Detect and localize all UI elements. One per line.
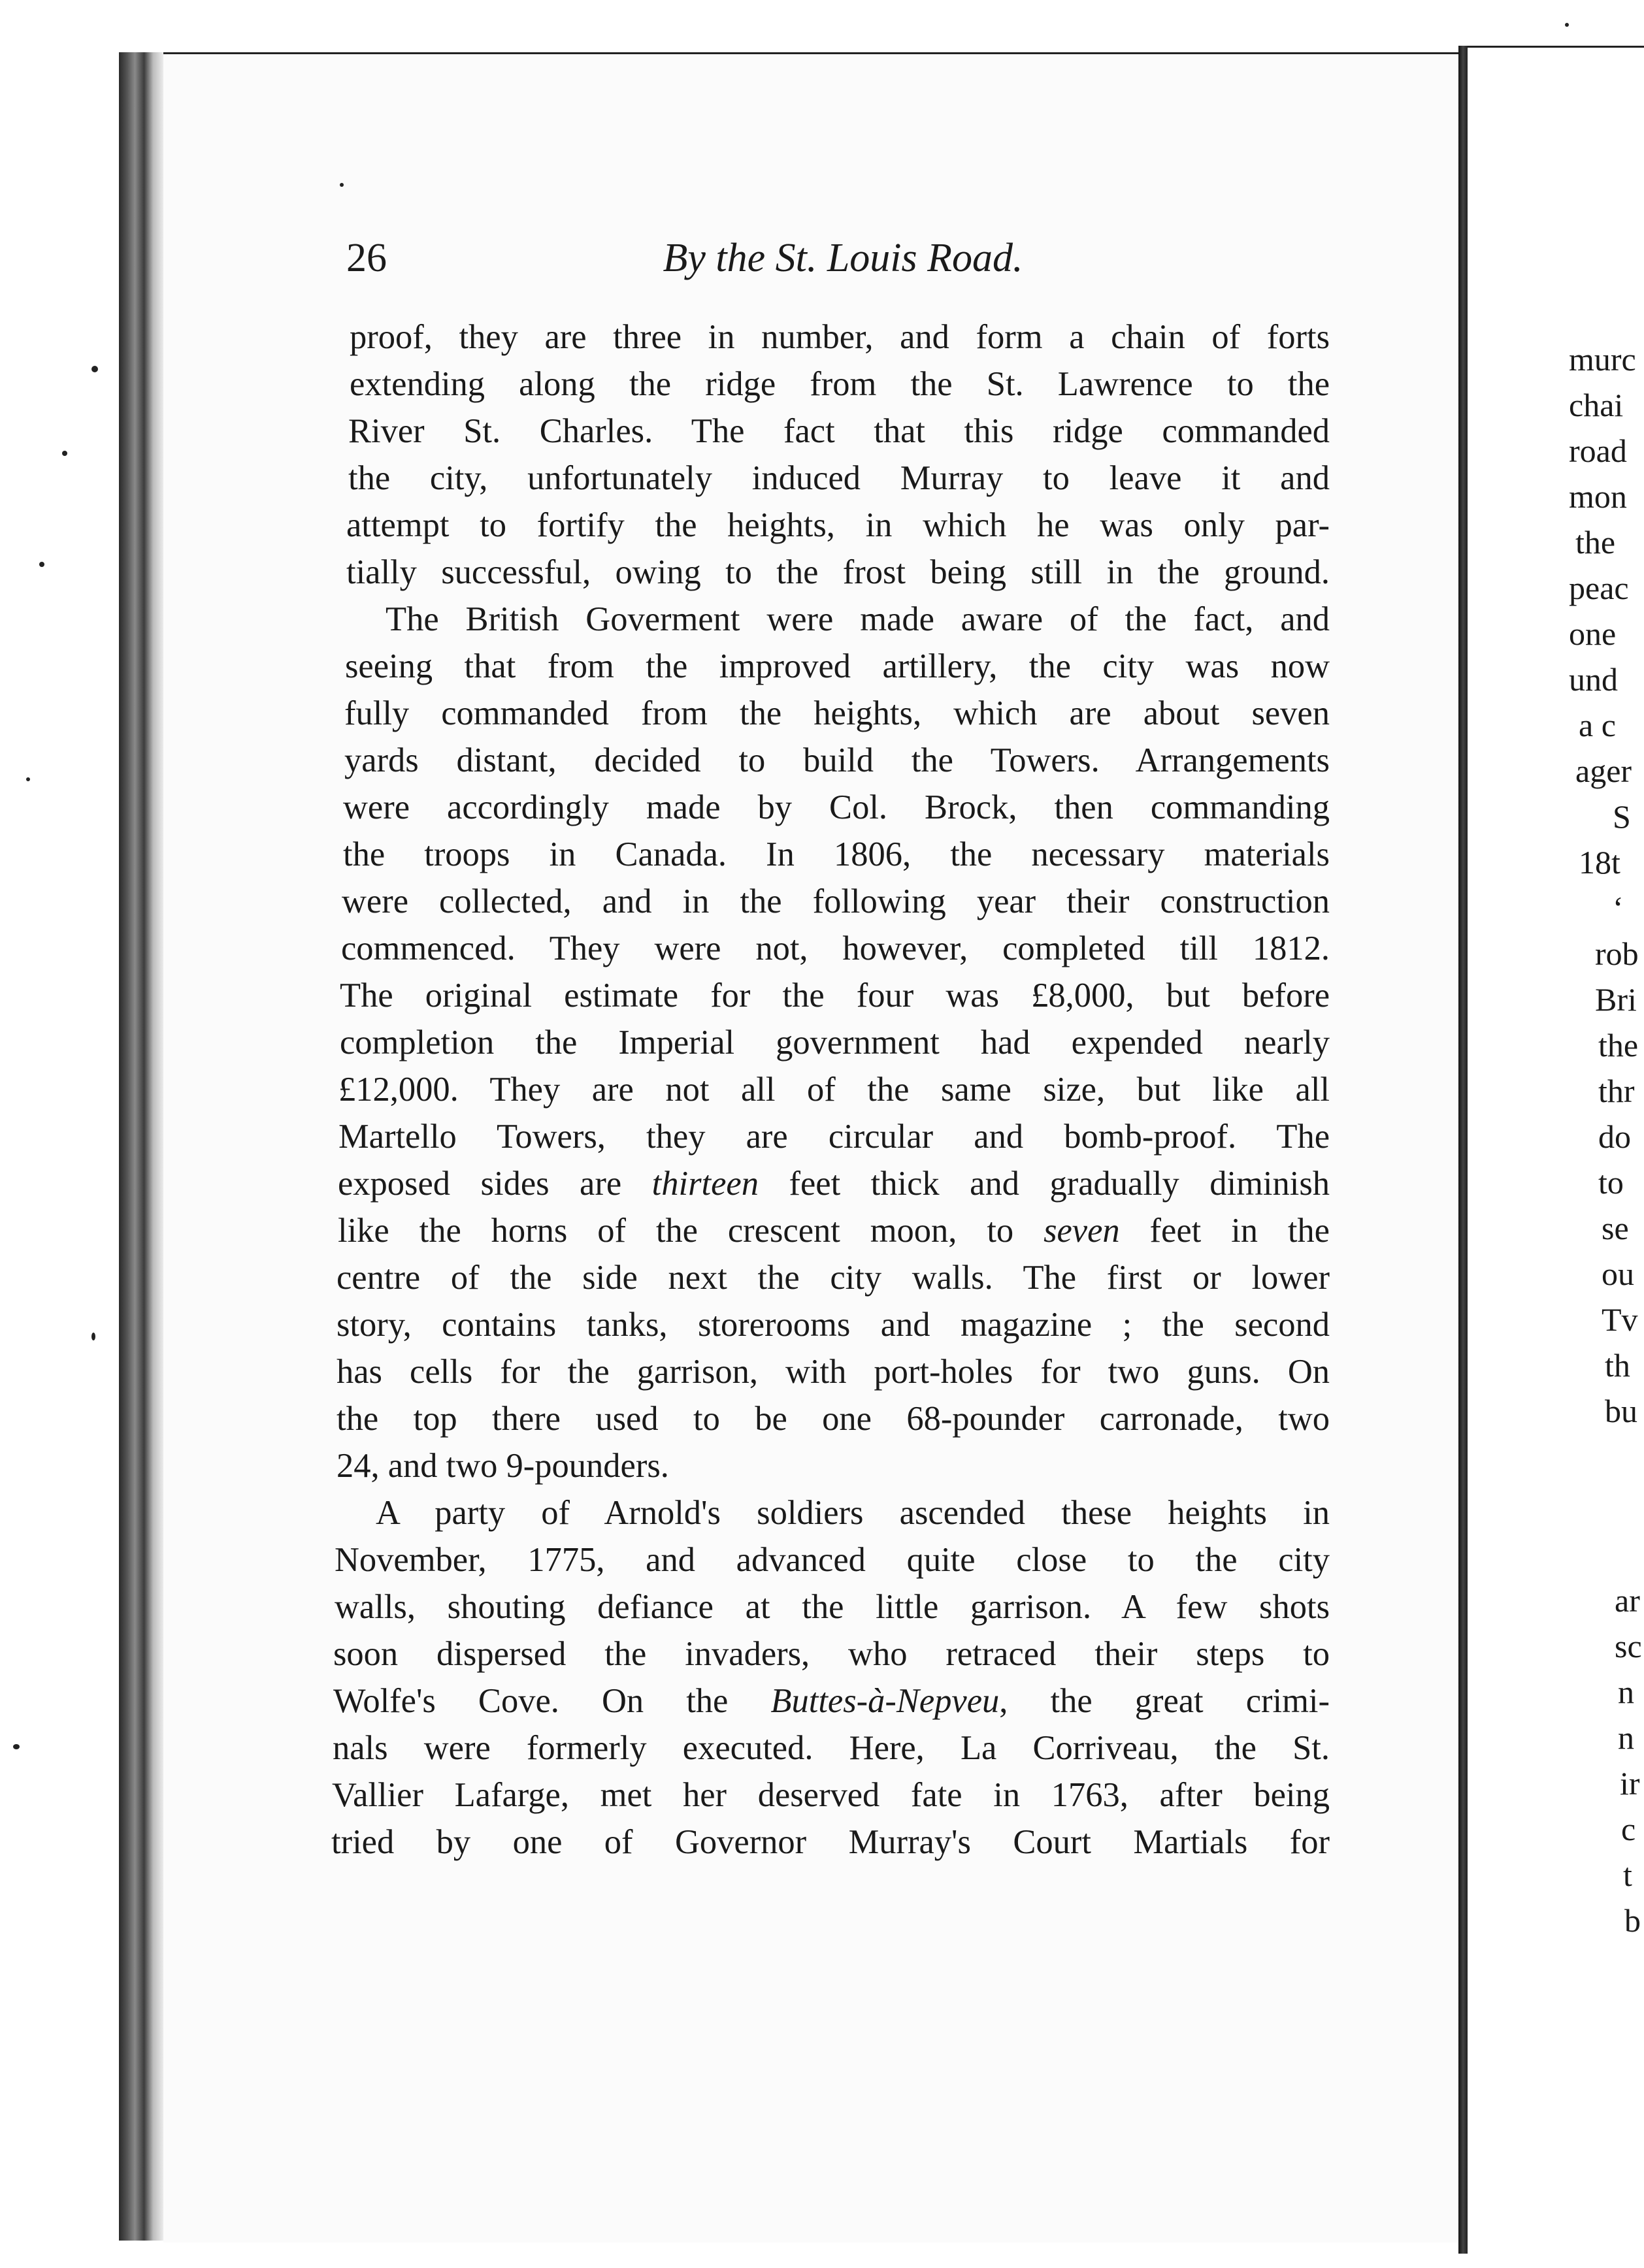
page-number: 26: [346, 236, 387, 280]
text-line: the city, unfortunately induced Murray to leave it and: [348, 459, 1330, 497]
text-line: [333, 1677, 1330, 1725]
running-header: [346, 232, 1340, 284]
text-line: tried by one of Governor Murray's Court Martials for: [331, 1823, 1330, 1861]
text-run: feet in the: [1119, 1212, 1330, 1250]
book-spine: [119, 52, 165, 2241]
facing-fragment: sc: [1615, 1628, 1642, 1664]
facing-fragment: do: [1598, 1118, 1631, 1155]
emphasis: seven: [1044, 1212, 1120, 1250]
facing-fragment: peac: [1569, 570, 1629, 606]
text-line: completion the Imperial government had expended nearly: [340, 1024, 1330, 1061]
facing-fragment: n: [1618, 1719, 1634, 1756]
text-line: commenced. They were not, however, completed till 1812.: [341, 930, 1330, 967]
text-line: nals were formerly executed. Here, La Corriveau, the St.: [333, 1729, 1330, 1767]
text-line: [338, 1160, 1330, 1207]
scan-speck: [13, 1744, 20, 1749]
text-line: 24, and two 9-pounders.: [337, 1447, 669, 1485]
facing-fragment: und: [1569, 661, 1618, 698]
text-run: exposed sides are: [338, 1165, 652, 1203]
facing-fragment: S: [1613, 798, 1631, 835]
facing-fragment: chai: [1569, 387, 1624, 423]
body-text: [331, 314, 1330, 1866]
text-line: The British Goverment were made aware of the fact, and: [386, 600, 1330, 638]
text-line: the top there used to be one 68-pounder carronade, two: [337, 1400, 1330, 1438]
text-line: extending along the ridge from the St. Lawrence to the: [350, 365, 1330, 403]
text-line: proof, they are three in number, and form a chain of forts: [350, 318, 1330, 356]
text-line: The original estimate for the four was £8,000, but before: [340, 977, 1330, 1014]
facing-fragment: the: [1598, 1027, 1639, 1063]
text-run: feet thick and gradually diminish: [758, 1165, 1330, 1203]
facing-fragment: one: [1569, 615, 1617, 652]
paragraph: [337, 596, 1330, 1489]
facing-fragment: b: [1624, 1902, 1641, 1939]
text-line: centre of the side next the city walls. The first or lower: [337, 1259, 1330, 1297]
text-run: Wolfe's Cove. On the: [333, 1682, 771, 1720]
paragraph: [337, 314, 1330, 596]
facing-fragment: n: [1618, 1674, 1634, 1710]
facing-fragment: Tv: [1602, 1301, 1638, 1338]
facing-fragment: 18t: [1579, 844, 1620, 881]
text-line: A party of Arnold's soldiers ascended these heights in: [376, 1494, 1330, 1532]
text-line: were accordingly made by Col. Brock, then commanding: [343, 788, 1330, 826]
scan-speck: [91, 1333, 95, 1340]
page-gutter: [1458, 46, 1468, 2254]
facing-fragment: the: [1575, 524, 1616, 560]
text-line: Vallier Lafarge, met her deserved fate in 1763, after being: [332, 1776, 1330, 1814]
text-line: story, contains tanks, storerooms and magazine ; the second: [337, 1306, 1330, 1344]
facing-fragment: ager: [1575, 753, 1632, 789]
text-line: Martello Towers, they are circular and bomb-proof. The: [338, 1118, 1330, 1156]
scan-speck: [91, 366, 98, 372]
facing-fragment: Bri: [1595, 981, 1637, 1018]
scan-speck: [39, 562, 44, 567]
text-line: walls, shouting defiance at the little garrison. A few shots: [335, 1588, 1330, 1626]
scan-margin: [0, 0, 121, 2268]
text-line: seeing that from the improved artillery, the city was now: [345, 647, 1330, 685]
running-title: By the St. Louis Road.: [663, 236, 1023, 280]
text-line: attempt to fortify the heights, in which he was only par-: [346, 506, 1330, 544]
facing-page: [1468, 46, 1644, 2256]
facing-fragment: rob: [1595, 935, 1639, 972]
scan-speck: [26, 777, 30, 781]
facing-fragment: murc: [1569, 341, 1636, 378]
facing-fragment: thr: [1598, 1073, 1635, 1109]
text-line: fully commanded from the heights, which are about seven: [344, 694, 1330, 732]
facing-fragment: road: [1569, 432, 1627, 469]
facing-fragment: mon: [1569, 478, 1627, 515]
facing-fragment: c: [1621, 1811, 1636, 1847]
scan-speck: [1565, 23, 1569, 27]
text-line: [338, 1207, 1330, 1254]
text-line: were collected, and in the following year their construction: [342, 883, 1330, 920]
text-line: yards distant, decided to build the Towers. Arrangements: [344, 741, 1330, 779]
facing-fragment: ar: [1615, 1582, 1640, 1619]
facing-fragment: to: [1598, 1164, 1624, 1201]
facing-fragment: th: [1605, 1347, 1630, 1384]
text-line: River St. Charles. The fact that this ridge commanded: [348, 412, 1330, 450]
facing-fragment: ou: [1602, 1256, 1634, 1292]
text-run: like the horns of the crescent moon, to: [338, 1212, 1044, 1250]
facing-fragment: se: [1602, 1210, 1629, 1246]
facing-fragment: t: [1623, 1856, 1632, 1893]
scan-speck: [62, 451, 67, 456]
facing-fragment: ir: [1620, 1765, 1640, 1802]
text-line: £12,000. They are not all of the same size, but like all: [338, 1071, 1330, 1109]
text-line: soon dispersed the invaders, who retraced their steps to: [333, 1635, 1330, 1673]
text-run: , the great crimi-: [999, 1682, 1330, 1720]
facing-fragment: bu: [1605, 1393, 1637, 1429]
paragraph: [331, 1489, 1330, 1866]
scan-speck: [340, 183, 344, 187]
text-line: the troops in Canada. In 1806, the necessary materials: [343, 835, 1330, 873]
text-line: has cells for the garrison, with port-holes for two guns. On: [337, 1353, 1330, 1391]
emphasis: thirteen: [651, 1165, 759, 1203]
text-line: tially successful, owing to the frost being still in the ground.: [346, 553, 1330, 591]
text-line: November, 1775, and advanced quite close to the city: [335, 1541, 1330, 1579]
facing-fragment: ‘: [1613, 890, 1624, 926]
emphasis: Buttes-à-Nepveu: [770, 1682, 1000, 1720]
facing-fragment: a c: [1579, 707, 1616, 743]
